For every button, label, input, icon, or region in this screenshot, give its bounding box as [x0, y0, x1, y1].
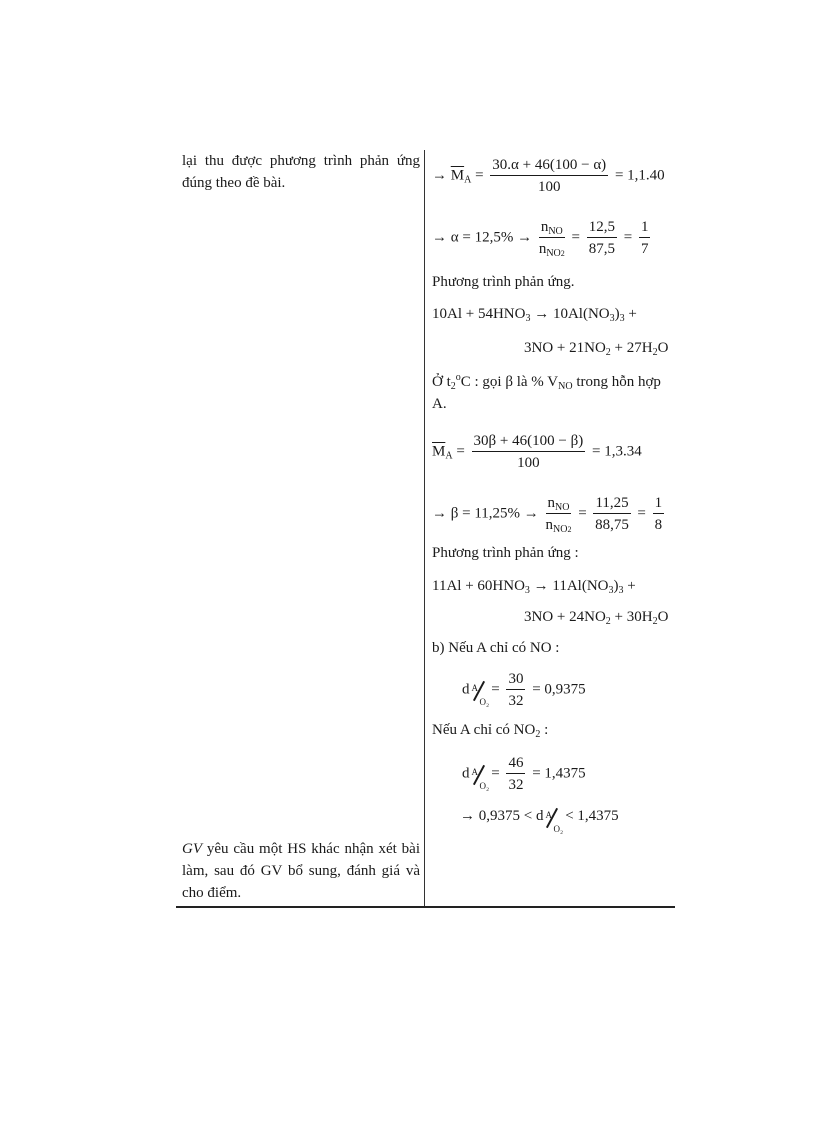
reaction-2-line-2: $3NO + 24NO_2 + 30H_2O$: [524, 609, 669, 627]
density-ratio-no2: d A O₂ = $\frac{46}{32}$ = 1,4375: [462, 755, 586, 793]
reaction-2-line-1: $11Al + 60HNO_3 \to 11Al(NO_3)_3$ +: [432, 578, 636, 596]
equation-mean-molar-mass-1: → $\overline{M}_A$ = $\frac{30.\alpha + 46(100 - \alpha)}{100}$ = 1,1.40: [432, 157, 665, 195]
heading-reaction-2: Phương trình phản ứng :: [432, 545, 579, 561]
case-b-no2: Nếu A chỉ có $NO_2$ :: [432, 722, 549, 740]
equation-mean-molar-mass-2: $\overline{M}_A$ = $\frac{30\beta + 46(100 - \beta)}{100}$ = 1,3.34: [432, 433, 642, 471]
density-ratio-no: d A O₂ = $\frac{30}{32}$ = 0,9375: [462, 671, 586, 709]
column-divider: [424, 150, 425, 906]
density-ratio-range: → 0,9375 < d A O₂ < 1,4375: [460, 808, 619, 834]
heading-reaction-1: Phương trình phản ứng.: [432, 274, 575, 290]
teacher-note-text: yêu cầu một HS khác nhận xét bài làm, sau đó GV bổ sung, đánh giá và cho điểm.: [182, 841, 420, 901]
teacher-note: [182, 838, 420, 904]
reaction-1-line-2: $3NO + 21NO_2 + 27H_2O$: [524, 340, 669, 358]
case-b-no: b) Nếu A chỉ có NO :: [432, 640, 560, 656]
t2-condition-text: Ở $t_2^oC$ : gọi β là % $V_{NO}$ trong hỗn hợp A.: [432, 372, 661, 412]
teacher-note-gv: GV: [182, 841, 202, 857]
table-bottom-rule: [176, 906, 675, 908]
equation-beta-ratio: → β = 11,25% → $\frac{n_{NO}}{n_{NO2}}$ = $\frac{11,25}{88,75}$ = $\frac{1}{8}$: [432, 495, 663, 535]
left-column: [182, 150, 420, 901]
equation-alpha-ratio: → α = 12,5% → $\frac{n_{NO}}{n_{NO2}}$ = $\frac{12,5}{87,5}$ = $\frac{1}{7}$: [432, 219, 649, 259]
fraction: $\frac{30.\alpha + 46(100 - \alpha)}{100}$: [492, 157, 607, 195]
reaction-1-line-1: $10Al + 54HNO_3 \to 10Al(NO_3)_3$ +: [432, 306, 637, 324]
left-continuation-text: lại thu được phương trình phản ứng đúng theo đề bài.: [182, 153, 420, 191]
